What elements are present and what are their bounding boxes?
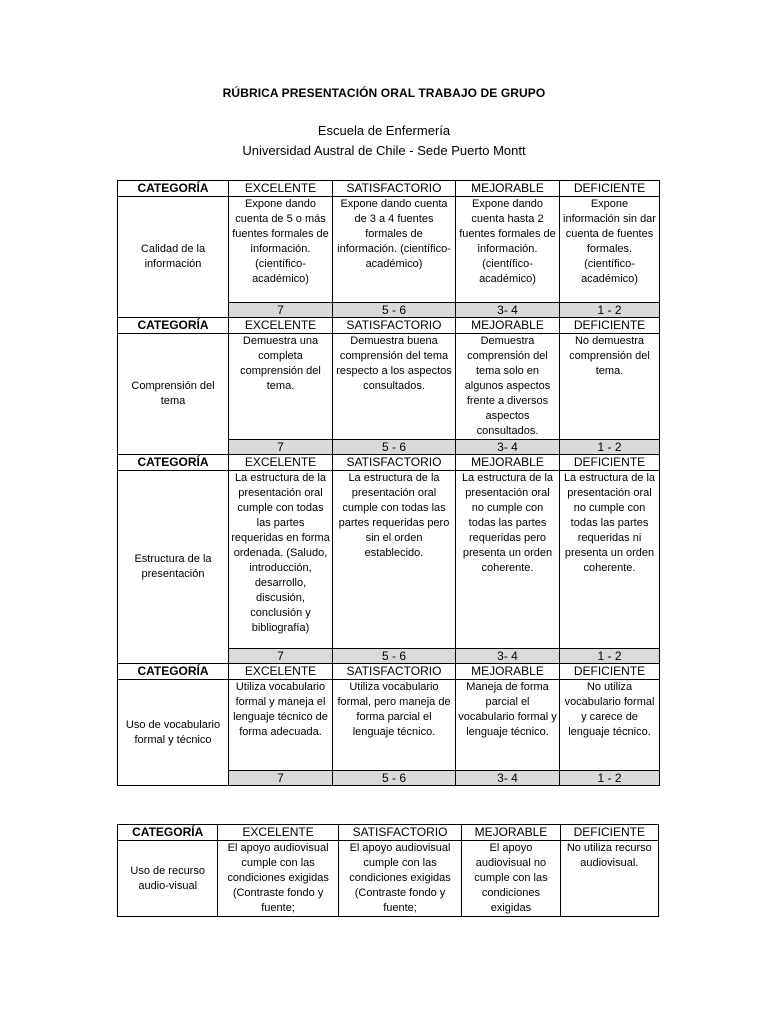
category-name: Comprensión del tema xyxy=(118,334,229,455)
level-mejorable-text: La estructura de la presentación oral no cumple con todas las partes requeridas pero presenta un orden coherente. xyxy=(456,471,560,649)
level-satisfactorio-text: El apoyo audiovisual cumple con las condiciones exigidas (Contraste fondo y fuente; xyxy=(338,841,461,917)
school-name: Escuela de Enfermería xyxy=(317,123,451,138)
rubric-table xyxy=(117,180,660,786)
score-excelente: 7 xyxy=(229,303,333,318)
score-deficiente: 1 - 2 xyxy=(560,771,660,786)
header-satisfactorio: SATISFACTORIO xyxy=(333,455,456,471)
score-mejorable: 3- 4 xyxy=(456,771,560,786)
header-mejorable: MEJORABLE xyxy=(456,181,560,197)
score-mejorable: 3- 4 xyxy=(456,440,560,455)
header-deficiente: DEFICIENTE xyxy=(560,455,660,471)
header-deficiente: DEFICIENTE xyxy=(560,825,658,841)
header-categoria: CATEGORÍA xyxy=(118,664,229,680)
header-categoria: CATEGORÍA xyxy=(118,318,229,334)
criteria-row xyxy=(118,841,659,917)
header-mejorable: MEJORABLE xyxy=(456,664,560,680)
category-name: Uso de recurso audio-visual xyxy=(118,841,218,917)
header-deficiente: DEFICIENTE xyxy=(560,318,660,334)
score-satisfactorio: 5 - 6 xyxy=(333,771,456,786)
header-mejorable: MEJORABLE xyxy=(456,318,560,334)
criteria-row xyxy=(118,197,660,303)
document-title: RÚBRICA PRESENTACIÓN ORAL TRABAJO DE GRUPO xyxy=(222,86,546,100)
score-mejorable: 3- 4 xyxy=(456,303,560,318)
header-excelente: EXCELENTE xyxy=(229,181,333,197)
level-excelente-text: El apoyo audiovisual cumple con las condiciones exigidas (Contraste fondo y fuente; xyxy=(218,841,338,917)
level-satisfactorio-text: La estructura de la presentación oral cumple con todas las partes requeridas pero sin el orden establecido. xyxy=(333,471,456,649)
level-excelente-text: Expone dando cuenta de 5 o más fuentes formales de información. (científico-académico) xyxy=(229,197,333,303)
level-mejorable-text: Demuestra comprensión del tema solo en algunos aspectos frente a diversos aspectos consultados. xyxy=(456,334,560,440)
score-mejorable: 3- 4 xyxy=(456,649,560,664)
level-deficiente-text: No utiliza recurso audiovisual. xyxy=(560,841,658,917)
category-name: Uso de vocabulario formal y técnico xyxy=(118,680,229,786)
level-deficiente-text: Expone información sin dar cuenta de fuentes formales. (científico-académico) xyxy=(560,197,660,303)
criteria-row xyxy=(118,471,660,649)
level-excelente-text: Utiliza vocabulario formal y maneja el lenguaje técnico de forma adecuada. xyxy=(229,680,333,771)
header-row xyxy=(118,664,660,680)
header-row xyxy=(118,318,660,334)
criteria-row xyxy=(118,680,660,771)
score-deficiente: 1 - 2 xyxy=(560,649,660,664)
score-deficiente: 1 - 2 xyxy=(560,303,660,318)
level-satisfactorio-text: Utiliza vocabulario formal, pero maneja de forma parcial el lenguaje técnico. xyxy=(333,680,456,771)
university-name: Universidad Austral de Chile - Sede Puerto Montt xyxy=(242,143,526,158)
level-mejorable-text: Expone dando cuenta hasta 2 fuentes formales de información. (científico-académico) xyxy=(456,197,560,303)
header-deficiente: DEFICIENTE xyxy=(560,664,660,680)
header-categoria: CATEGORÍA xyxy=(118,455,229,471)
header-deficiente: DEFICIENTE xyxy=(560,181,660,197)
rubric-table-audiovisual xyxy=(117,824,659,917)
level-mejorable-text: Maneja de forma parcial el vocabulario formal y lenguaje técnico. xyxy=(456,680,560,771)
level-satisfactorio-text: Expone dando cuenta de 3 a 4 fuentes formales de información. (científico-académico) xyxy=(333,197,456,303)
header-mejorable: MEJORABLE xyxy=(456,455,560,471)
header-excelente: EXCELENTE xyxy=(229,455,333,471)
header-mejorable: MEJORABLE xyxy=(462,825,560,841)
header-excelente: EXCELENTE xyxy=(229,664,333,680)
score-satisfactorio: 5 - 6 xyxy=(333,303,456,318)
header-satisfactorio: SATISFACTORIO xyxy=(333,664,456,680)
header-categoria: CATEGORÍA xyxy=(118,181,229,197)
header-excelente: EXCELENTE xyxy=(229,318,333,334)
header-row xyxy=(118,825,659,841)
score-excelente: 7 xyxy=(229,440,333,455)
level-excelente-text: La estructura de la presentación oral cumple con todas las partes requeridas en forma ordenada. (Saludo, introducción, desarrollo, discusión, conclusión y bibliografía) xyxy=(229,471,333,649)
header-row xyxy=(118,455,660,471)
level-mejorable-text: El apoyo audiovisual no cumple con las condiciones exigidas xyxy=(462,841,560,917)
level-satisfactorio-text: Demuestra buena comprensión del tema respecto a los aspectos consultados. xyxy=(333,334,456,440)
level-deficiente-text: No utiliza vocabulario formal y carece de lenguaje técnico. xyxy=(560,680,660,771)
header-row xyxy=(118,181,660,197)
category-name: Estructura de la presentación xyxy=(118,471,229,664)
header-satisfactorio: SATISFACTORIO xyxy=(333,318,456,334)
score-excelente: 7 xyxy=(229,771,333,786)
header-satisfactorio: SATISFACTORIO xyxy=(338,825,461,841)
score-deficiente: 1 - 2 xyxy=(560,440,660,455)
level-excelente-text: Demuestra una completa comprensión del tema. xyxy=(229,334,333,440)
score-excelente: 7 xyxy=(229,649,333,664)
score-satisfactorio: 5 - 6 xyxy=(333,649,456,664)
criteria-row xyxy=(118,334,660,440)
header-excelente: EXCELENTE xyxy=(218,825,338,841)
level-deficiente-text: No demuestra comprensión del tema. xyxy=(560,334,660,440)
level-deficiente-text: La estructura de la presentación oral no cumple con todas las partes requeridas ni presenta un orden coherente. xyxy=(560,471,660,649)
header-satisfactorio: SATISFACTORIO xyxy=(333,181,456,197)
category-name: Calidad de la información xyxy=(118,197,229,318)
score-satisfactorio: 5 - 6 xyxy=(333,440,456,455)
header-categoria: CATEGORÍA xyxy=(118,825,218,841)
